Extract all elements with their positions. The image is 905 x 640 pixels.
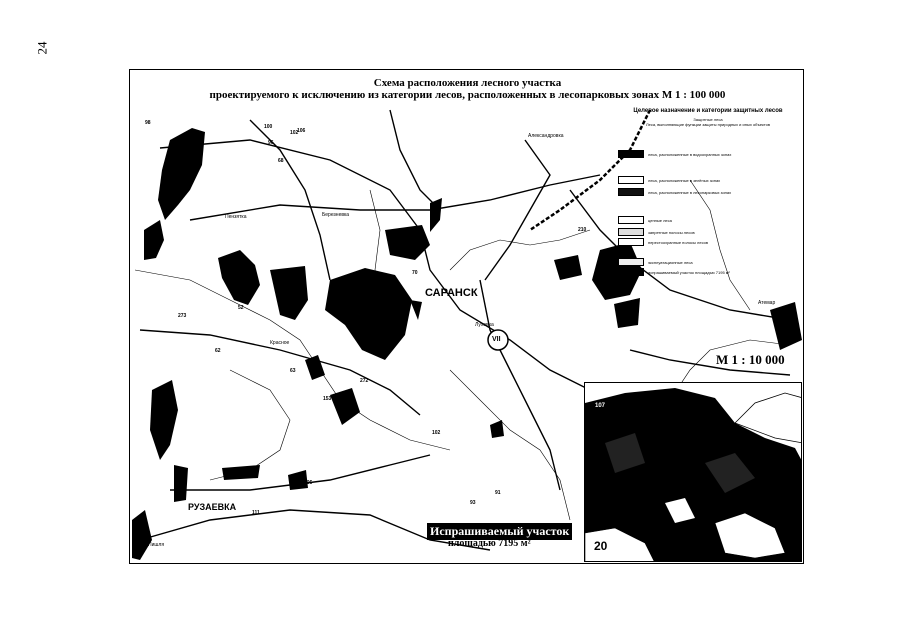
city-saransk: САРАНСК [425, 287, 478, 299]
place-penzyatka: Пензятка [225, 214, 247, 220]
place-atemar: Атемар [758, 300, 776, 306]
zone-badge-label: VII [492, 336, 501, 343]
map-title-line1: Схема расположения лесного участка [373, 77, 562, 89]
legend-item [618, 238, 788, 246]
legend-label: эксплуатационные леса [648, 259, 693, 265]
legend-sub2: Леса, выполняющие функции защиты природных и иных объектов [646, 122, 770, 127]
parcel-number: 273 [178, 313, 187, 319]
parcel-number: 98 [145, 120, 151, 126]
legend-swatch [618, 258, 644, 266]
legend-swatch [618, 176, 644, 184]
inset-map [584, 382, 802, 562]
place-berezhevka: Березневка [322, 212, 350, 218]
parcel-number: 102 [290, 130, 299, 136]
legend-swatch [618, 188, 644, 196]
legend-item [618, 176, 788, 184]
legend-label: запретные полосы лесов [648, 229, 695, 235]
city-ruzaevka: РУЗАЕВКА [188, 502, 237, 512]
legend-label: нерестоохранные полосы лесов [648, 239, 708, 245]
requested-parcel-area: площадью 7195 м² [448, 538, 531, 549]
railway [530, 110, 650, 230]
inset-number: 107 [595, 403, 606, 409]
legend [618, 108, 798, 275]
parcel-number: 91 [495, 490, 501, 496]
legend-sub1: Защитные леса [693, 117, 723, 122]
requested-parcel-label: Испрашиваемый участок [427, 523, 572, 540]
place-tat-pishlya: Тат. Пишля [138, 542, 165, 548]
legend-label: ценные леса [648, 217, 672, 223]
legend-item [618, 150, 788, 158]
legend-label: леса, расположенные в водоохранных зонах [648, 151, 732, 157]
inset-canvas [585, 383, 802, 562]
place-lukhovka: Луховка [475, 322, 494, 328]
parcel-number: 96 [268, 140, 274, 146]
parcel-number: 100 [264, 124, 273, 130]
legend-item [618, 258, 788, 266]
map-frame [129, 69, 804, 564]
legend-header: Целевое назначение и категории защитных лесов [633, 108, 783, 114]
parcel-number: 102 [432, 430, 441, 436]
legend-item [618, 216, 788, 224]
parcel-number: 63 [290, 368, 296, 374]
place-krasnoe: Красное [270, 340, 290, 346]
inset-number-20: 20 [594, 539, 608, 553]
parcel-number: 106 [304, 480, 313, 486]
page-number: 24 [34, 41, 50, 55]
map-title-line2: проектируемого к исключению из категории лесов, расположенных в лесопарковых зонах М 1 : 100 000 [209, 89, 726, 101]
place-aleksandrovka: Александровка [528, 133, 564, 139]
legend-label: леса, расположенные в лесопарковых зонах [648, 189, 732, 195]
parcel-number: 153 [323, 396, 332, 402]
parcel-number: 70 [412, 270, 418, 276]
legend-item [618, 188, 788, 196]
legend-swatch [618, 216, 644, 224]
parcel-number: 106 [297, 128, 306, 134]
parcel-number: 52 [238, 305, 244, 311]
legend-swatch [618, 268, 644, 276]
legend-item [618, 228, 788, 236]
legend-swatch [618, 150, 644, 158]
legend-item [618, 268, 788, 276]
legend-swatch [618, 228, 644, 236]
parcel-number: 210 [578, 227, 587, 233]
legend-label: леса, расположенные в зелёных зонах [648, 177, 721, 183]
legend-swatch [618, 238, 644, 246]
parcel-number: 272 [360, 378, 369, 384]
parcel-number: 68 [278, 158, 284, 164]
parcel-number: 62 [215, 348, 221, 354]
parcel-number: 93 [470, 500, 476, 506]
scale-inset-label: М 1 : 10 000 [716, 352, 785, 367]
legend-label: испрашиваемый участок площадью 7195 м² [648, 269, 730, 275]
parcel-number: 111 [252, 510, 260, 516]
